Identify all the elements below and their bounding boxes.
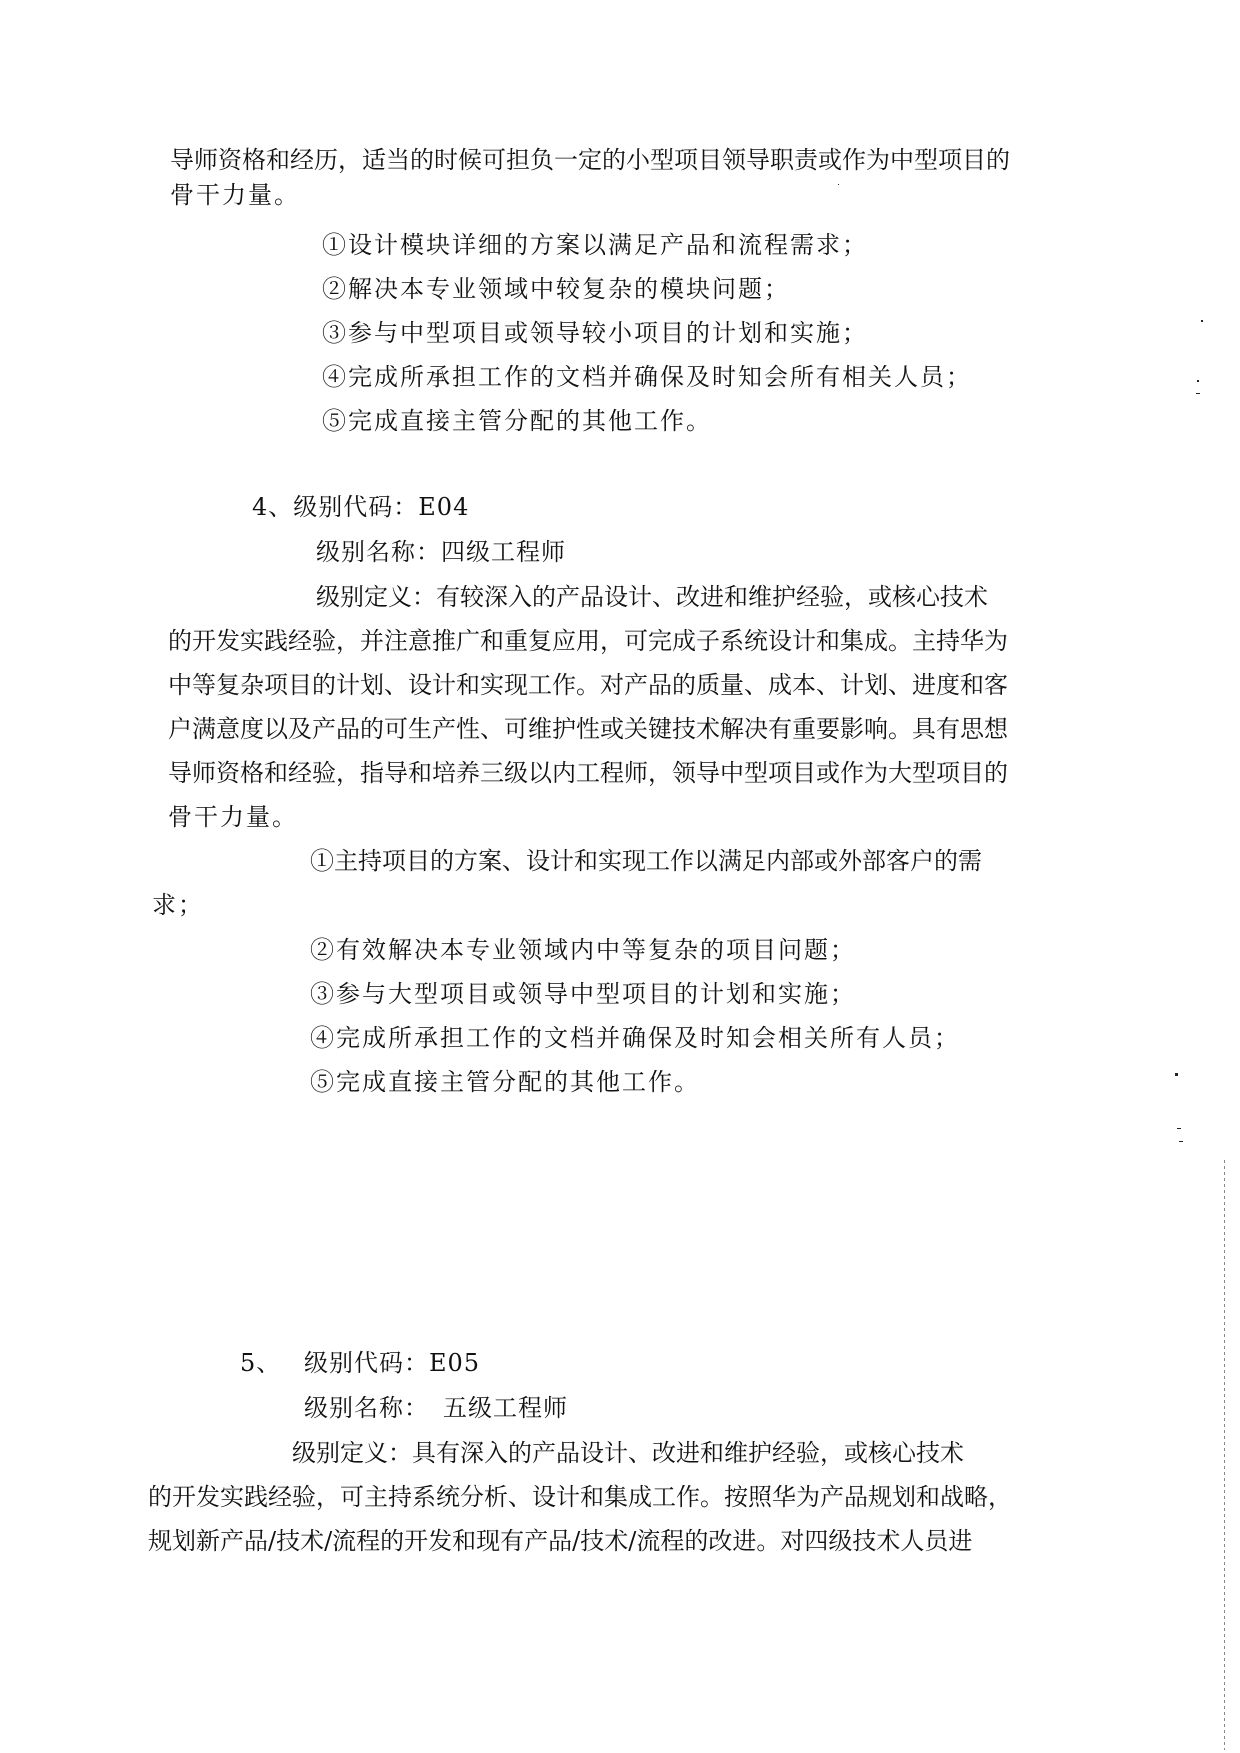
scan-speck: [1177, 1128, 1181, 1129]
duty-item-continuation: 求；: [152, 891, 204, 919]
scan-speck: [1175, 1073, 1178, 1076]
duty-item: ③参与大型项目或领导中型项目的计划和实施；: [310, 980, 856, 1008]
level-name-row: [304, 1393, 568, 1423]
scan-speck: [1197, 380, 1199, 382]
duty-item: ⑤完成直接主管分配的其他工作。: [322, 407, 712, 435]
scan-speck: [1196, 393, 1200, 394]
definition-line: 户满意度以及产品的可生产性、可维护性或关键技术解决有重要影响。具有思想: [168, 715, 1008, 743]
definition-line: 骨干力量。: [168, 803, 298, 831]
duty-item: ②解决本专业领域中较复杂的模块问题；: [322, 275, 790, 303]
level-code: E05: [429, 1349, 481, 1377]
duty-item: ②有效解决本专业领域内中等复杂的项目问题；: [310, 936, 856, 964]
level-code-label: 级别代码：: [293, 493, 419, 521]
definition-line: 级别定义：有较深入的产品设计、改进和维护经验，或核心技术: [316, 583, 988, 611]
definition-line: 的开发实践经验，并注意推广和重复应用，可完成子系统设计和集成。主持华为: [168, 627, 1008, 655]
definition-line: 的开发实践经验，可主持系统分析、设计和集成工作。按照华为产品规划和战略，: [148, 1483, 1012, 1511]
level-code: E04: [418, 493, 470, 521]
level-heading-e05: [304, 1348, 480, 1378]
level-number: 4、: [252, 493, 294, 521]
duty-item: ③参与中型项目或领导较小项目的计划和实施；: [322, 319, 868, 347]
definition-line: 级别定义：具有深入的产品设计、改进和维护经验，或核心技术: [292, 1439, 964, 1467]
definition-line: 导师资格和经验，指导和培养三级以内工程师，领导中型项目或作为大型项目的: [168, 759, 1008, 787]
level-name: 四级工程师: [441, 538, 566, 566]
level-number: 5、: [240, 1349, 282, 1377]
level-name-row: [316, 537, 566, 567]
level-heading-e04: [252, 492, 469, 522]
paragraph-line: 导师资格和经历，适当的时候可担负一定的小型项目领导职责或作为中型项目的: [170, 146, 1010, 174]
scan-speck: [1179, 1141, 1183, 1142]
scan-speck: [1201, 320, 1203, 322]
level-name-label: 级别名称：: [316, 538, 441, 566]
level-name: 五级工程师: [443, 1394, 568, 1422]
duty-item: ①主持项目的方案、设计和实现工作以满足内部或外部客户的需: [310, 847, 982, 875]
duty-item: ①设计模块详细的方案以满足产品和流程需求；: [322, 231, 868, 259]
level-name-label: 级别名称：: [304, 1394, 429, 1422]
duty-item: ⑤完成直接主管分配的其他工作。: [310, 1068, 700, 1096]
duty-item: ④完成所承担工作的文档并确保及时知会相关所有人员；: [310, 1024, 960, 1052]
scan-speck: [838, 184, 839, 185]
paragraph-line: 骨干力量。: [170, 181, 300, 209]
duty-item: ④完成所承担工作的文档并确保及时知会所有相关人员；: [322, 363, 972, 391]
scan-edge-noise: [1224, 1160, 1225, 1750]
definition-line: 中等复杂项目的计划、设计和实现工作。对产品的质量、成本、计划、进度和客: [168, 671, 1008, 699]
level-code-label: 级别代码：: [304, 1349, 429, 1377]
definition-line: 规划新产品/技术/流程的开发和现有产品/技术/流程的改进。对四级技术人员进: [148, 1527, 973, 1555]
